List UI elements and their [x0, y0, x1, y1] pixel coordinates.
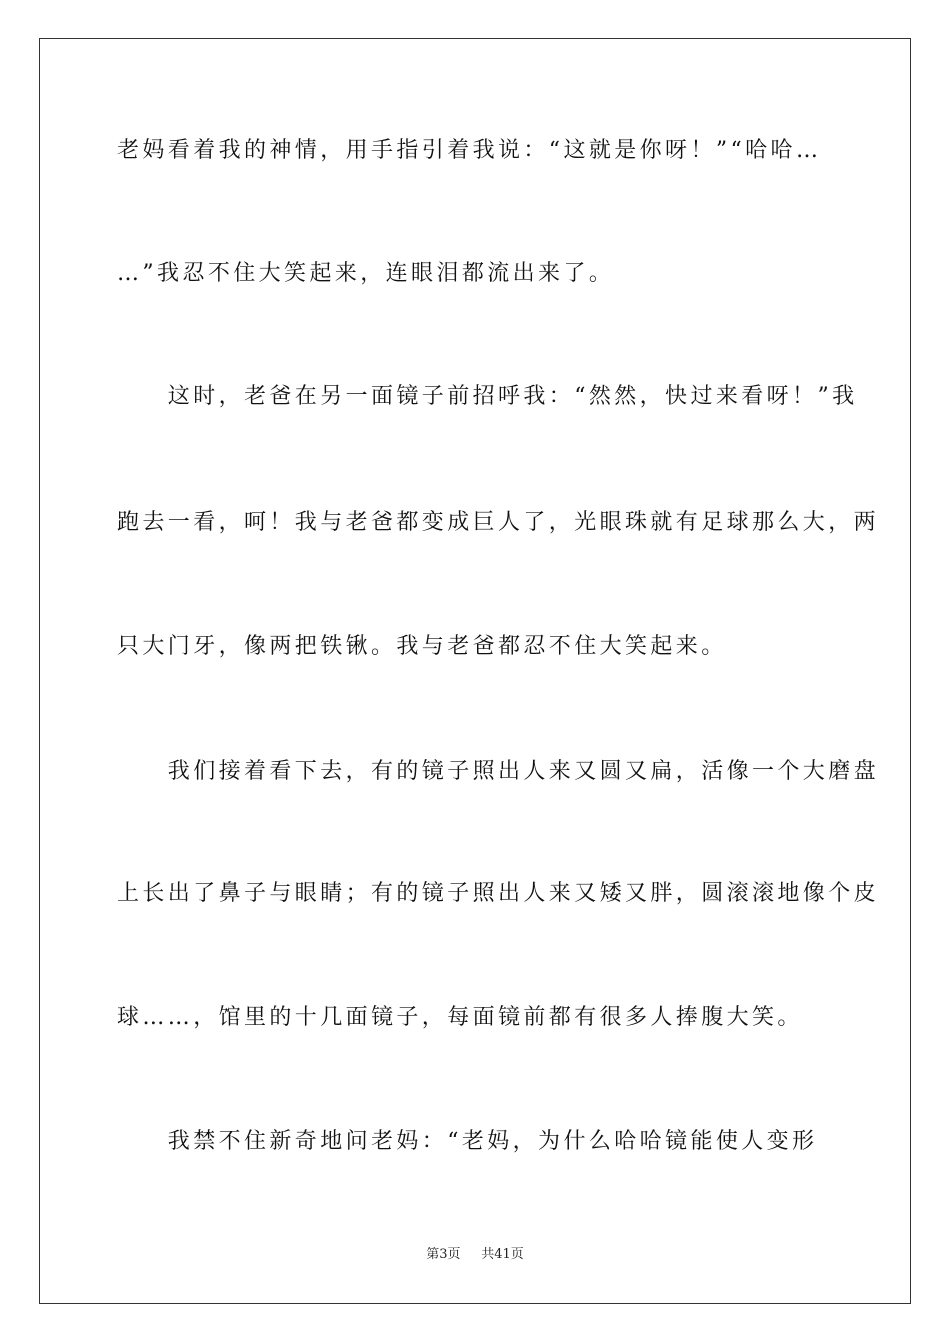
body-text-line: 球……，馆里的十几面镜子，每面镜前都有很多人捧腹大笑。: [117, 1005, 803, 1030]
body-text-line: 只大门牙，像两把铁锹。我与老爸都忍不住大笑起来。: [117, 634, 727, 659]
page-total: 共41页: [481, 1247, 524, 1262]
body-text-line: 老妈看着我的神情，用手指引着我说：“这就是你呀！”“哈哈…: [117, 138, 822, 163]
body-text-line: 我们接着看下去，有的镜子照出人来又圆又扁，活像一个大磨盘: [117, 759, 880, 784]
page-number: 第3页: [426, 1247, 461, 1262]
footer-spacer: [465, 1247, 477, 1262]
body-text-line: 我禁不住新奇地问老妈：“老妈，为什么哈哈镜能使人变形: [117, 1129, 818, 1154]
page-footer: [0, 1245, 950, 1265]
body-text-line: …”我忍不住大笑起来，连眼泪都流出来了。: [117, 261, 615, 286]
body-text-line: 上长出了鼻子与眼睛；有的镜子照出人来又矮又胖，圆滚滚地像个皮: [117, 881, 880, 906]
page-border: [39, 38, 911, 1304]
body-text-line: 跑去一看，呵！我与老爸都变成巨人了，光眼珠就有足球那么大，两: [117, 510, 880, 535]
body-text-line: 这时，老爸在另一面镜子前招呼我：“然然，快过来看呀！”我: [117, 384, 858, 409]
